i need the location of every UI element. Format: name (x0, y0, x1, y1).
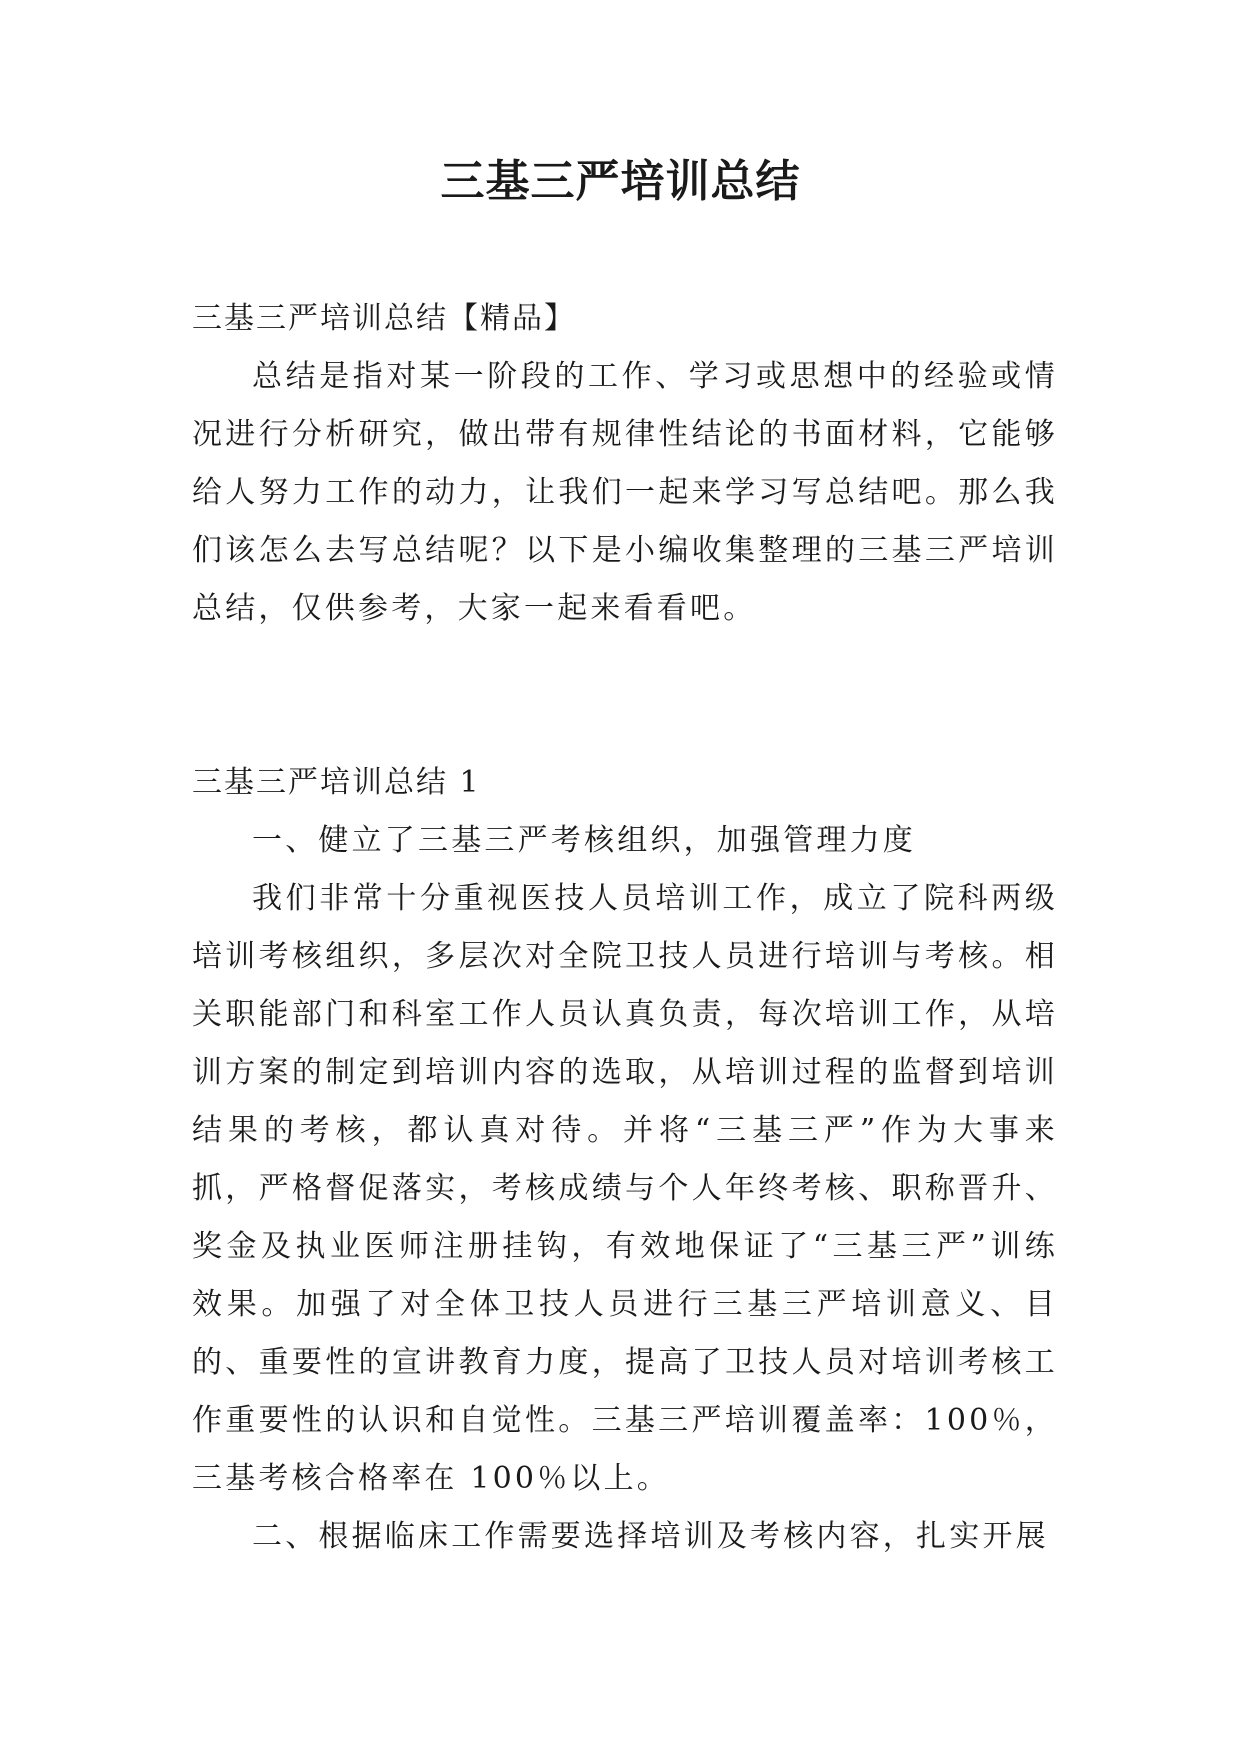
document-body (192, 290, 1058, 1566)
section-spacer (192, 638, 1058, 754)
section-paragraph-1: 我们非常十分重视医技人员培训工作，成立了院科两级培训考核组织，多层次对全院卫技人员进行培训与考核。相关职能部门和科室工作人员认真负责，每次培训工作，从培训方案的制定到培训内容的选取，从培训过程的监督到培训结果的考核，都认真对待。并将“三基三严”作为大事来抓，严格督促落实，考核成绩与个人年终考核、职称晋升、奖金及执业医师注册挂钩，有效地保证了“三基三严”训练效果。加强了对全体卫技人员进行三基三严培训意义、目的、重要性的宣讲教育力度，提高了卫技人员对培训考核工作重要性的认识和自觉性。三基三严培训覆盖率：100％，三基考核合格率在 100％以上。 (192, 881, 1058, 1496)
section-point-1: 一、健立了三基三严考核组织，加强管理力度 (252, 823, 916, 858)
section-point-2: 二、根据临床工作需要选择培训及考核内容，扎实开展 (252, 1519, 1049, 1554)
intro-paragraph: 总结是指对某一阶段的工作、学习或思想中的经验或情况进行分析研究，做出带有规律性结论的书面材料，它能够给人努力工作的动力，让我们一起来学习写总结吧。那么我们该怎么去写总结呢？以下是小编收集整理的三基三严培训总结，仅供参考，大家一起来看看吧。 (192, 359, 1058, 626)
document-title: 三基三严培训总结 (440, 156, 801, 207)
section-heading: 三基三严培训总结 1 (192, 765, 481, 800)
document-subtitle: 三基三严培训总结【精品】 (192, 301, 576, 336)
